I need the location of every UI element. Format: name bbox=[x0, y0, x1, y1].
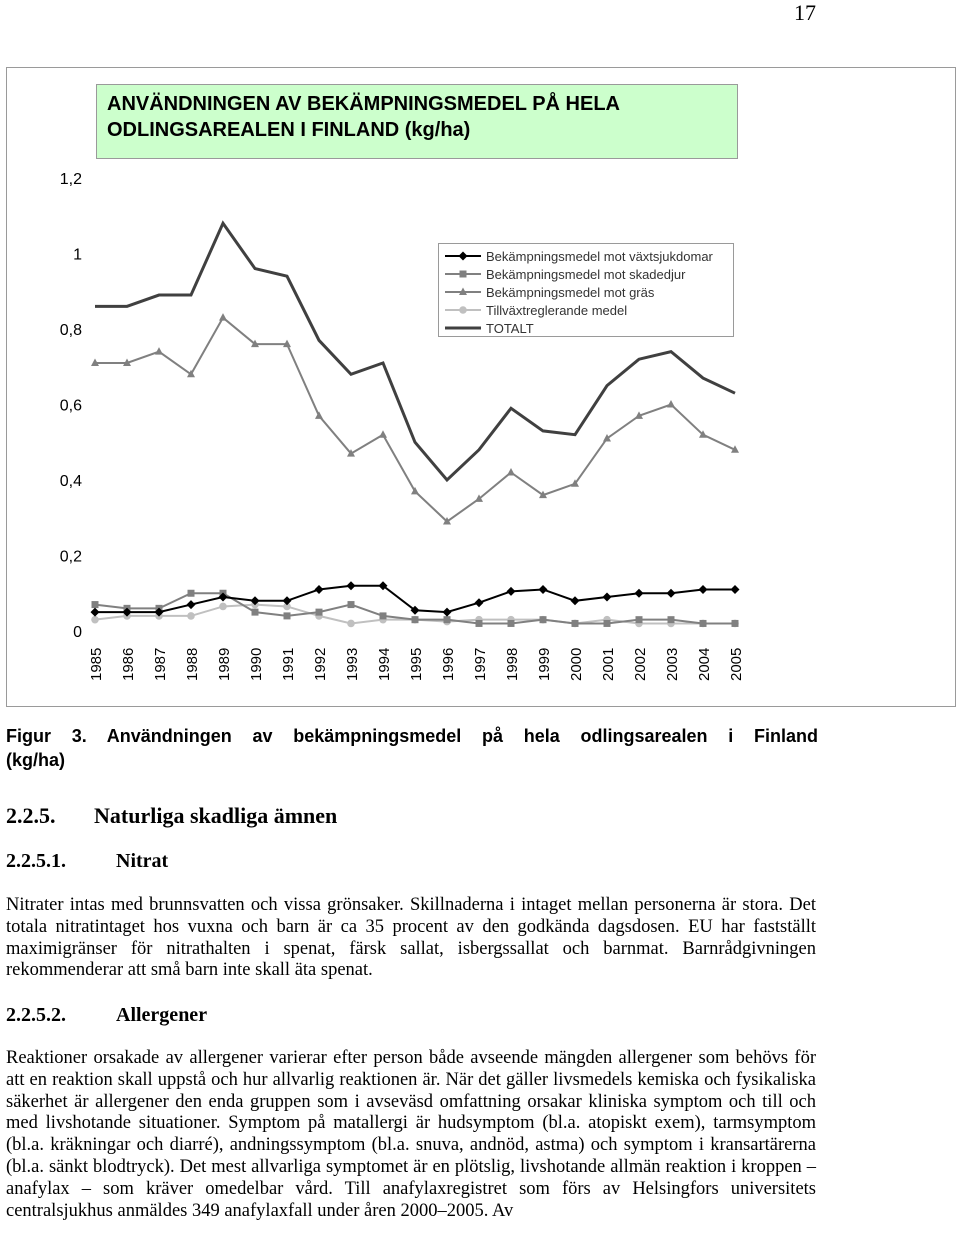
data-point-square bbox=[316, 609, 323, 616]
y-tick-label: 0,6 bbox=[59, 397, 82, 415]
x-tick-label: 1985 bbox=[88, 647, 105, 681]
legend-symbol bbox=[445, 268, 481, 280]
x-tick-label: 1992 bbox=[312, 647, 329, 681]
figure-caption: Figur 3. Användningen av bekämpningsmedel på hela odlingsarealen i Finland bbox=[6, 726, 818, 746]
data-point-diamond bbox=[283, 596, 292, 605]
data-point-triangle bbox=[603, 434, 611, 442]
y-tick-label: 0,2 bbox=[59, 548, 82, 566]
x-tick-label: 2004 bbox=[696, 647, 713, 681]
legend-symbol bbox=[445, 322, 481, 334]
x-tick-label: 1993 bbox=[344, 647, 361, 681]
data-point-triangle bbox=[667, 400, 675, 408]
data-point-square bbox=[508, 620, 515, 627]
data-point-square bbox=[252, 609, 259, 616]
data-point-diamond bbox=[347, 581, 356, 590]
legend-item bbox=[445, 301, 627, 319]
legend-symbol bbox=[445, 250, 481, 262]
legend-label: Bekämpningsmedel mot gräs bbox=[486, 284, 655, 300]
x-tick-label: 1994 bbox=[376, 647, 393, 681]
data-point-diamond bbox=[315, 585, 324, 594]
data-point-square bbox=[700, 620, 707, 627]
data-point-diamond bbox=[475, 598, 484, 607]
paragraph-allergener: Reaktioner orsakade av allergener varierar efter person både avseende mängden allergener som behövs för att en reaktion skall uppstå och hur allvarlig reaktionen är. När det gäller livsmedels kemiska och fysikaliska säkerhet är allergener den enda gruppen som i avseväsd omfattning orsakar kliniska symptom och till och med livshotande situationer. Symptom på matallergi är hudsymptom (bl.a. atopiskt exem), tarmsymptom (bl.a. kräkningar och diarré), andningssymptom (bl.a. snuva, andnöd, astma) och symptom i kransartärerna (bl.a. sänkt blodtryck). Det mest allvarliga symptomet är en plötslig, livshotande allmän reaktion i kroppen – anafylax – som kräver omedelbar vård. Till anafylaxregistret som förs av Helsingfors universitets centralsjukhus anmäldes 349 anafylaxfall under åren 2000–2005. Av bbox=[6, 1048, 816, 1221]
data-point-diamond bbox=[699, 585, 708, 594]
x-tick-label: 1995 bbox=[408, 647, 425, 681]
section-title: Nitrat bbox=[116, 850, 169, 872]
data-point-square bbox=[572, 620, 579, 627]
data-point-square bbox=[604, 620, 611, 627]
data-point-square bbox=[476, 620, 483, 627]
data-point-square bbox=[732, 620, 739, 627]
legend-marker bbox=[459, 252, 468, 261]
data-point-triangle bbox=[219, 313, 227, 321]
x-tick-label: 2002 bbox=[632, 647, 649, 681]
x-tick-label: 1988 bbox=[184, 647, 201, 681]
data-point-square bbox=[284, 612, 291, 619]
data-point-square bbox=[92, 601, 99, 608]
figure-caption-unit: (kg/ha) bbox=[6, 750, 66, 770]
x-tick-label: 1996 bbox=[440, 647, 457, 681]
data-point-square bbox=[380, 612, 387, 619]
legend-symbol bbox=[445, 286, 481, 298]
data-point-diamond bbox=[731, 585, 740, 594]
legend-item bbox=[445, 319, 534, 337]
data-point-circle bbox=[187, 612, 195, 620]
data-point-circle bbox=[347, 620, 355, 628]
x-tick-label: 2003 bbox=[664, 647, 681, 681]
data-point-circle bbox=[91, 616, 99, 624]
data-point-square bbox=[348, 601, 355, 608]
section-heading-allergener bbox=[6, 1004, 207, 1027]
legend-marker bbox=[460, 271, 467, 278]
data-point-diamond bbox=[443, 608, 452, 617]
y-tick-label: 1,2 bbox=[59, 171, 82, 188]
x-tick-label: 1990 bbox=[248, 647, 265, 681]
page-number: 17 bbox=[794, 0, 816, 25]
paragraph-nitrat: Nitrater intas med brunnsvatten och vissa grönsaker. Skillnaderna i intaget mellan personerna är stora. Det totala nitratintaget hos vuxna och barn är ca 35 procent av den godkända dagsdosen. EU har fastställt maximigränser för nitrathalten i spenat, färsk sallat, isbergssallat och barnmat. Barnrådgivningen rekommenderar att små barn inte skall äta spenat. bbox=[6, 895, 816, 981]
data-point-square bbox=[668, 616, 675, 623]
section-title: Allergener bbox=[116, 1004, 208, 1026]
section-number: 2.2.5.1. bbox=[6, 850, 66, 872]
data-point-circle bbox=[219, 603, 227, 611]
line-chart bbox=[6, 67, 956, 707]
data-point-triangle bbox=[379, 430, 387, 438]
x-tick-label: 1997 bbox=[472, 647, 489, 681]
data-point-square bbox=[444, 616, 451, 623]
section-number: 2.2.5.2. bbox=[6, 1004, 66, 1026]
legend-item bbox=[445, 283, 654, 301]
legend-item bbox=[445, 265, 685, 283]
x-tick-label: 1987 bbox=[152, 647, 169, 681]
data-point-diamond bbox=[539, 585, 548, 594]
data-point-diamond bbox=[603, 593, 612, 602]
data-point-diamond bbox=[507, 587, 516, 596]
data-point-square bbox=[412, 616, 419, 623]
x-tick-label: 1999 bbox=[536, 647, 553, 681]
data-point-square bbox=[636, 616, 643, 623]
legend-marker bbox=[459, 306, 467, 314]
section-title: Naturliga skadliga ämnen bbox=[94, 803, 338, 828]
x-tick-label: 1989 bbox=[216, 647, 233, 681]
x-tick-label: 1991 bbox=[280, 647, 297, 681]
data-point-diamond bbox=[187, 600, 196, 609]
section-heading-naturliga bbox=[6, 803, 337, 829]
data-point-diamond bbox=[635, 589, 644, 598]
data-point-triangle bbox=[507, 468, 515, 476]
data-point-square bbox=[188, 590, 195, 597]
data-point-square bbox=[540, 616, 547, 623]
data-point-triangle bbox=[155, 347, 163, 355]
legend-item bbox=[445, 247, 713, 265]
x-tick-label: 1986 bbox=[120, 647, 137, 681]
section-heading-nitrat bbox=[6, 850, 168, 873]
x-tick-label: 2000 bbox=[568, 647, 585, 681]
x-tick-label: 2001 bbox=[600, 647, 617, 681]
data-point-diamond bbox=[91, 608, 100, 617]
legend-label: Bekämpningsmedel mot skadedjur bbox=[486, 266, 686, 282]
section-number: 2.2.5. bbox=[6, 803, 56, 828]
chart-legend bbox=[438, 243, 734, 337]
data-point-diamond bbox=[667, 589, 676, 598]
chart-title: ANVÄNDNINGEN AV BEKÄMPNINGSMEDEL PÅ HELA ODLINGSAREALEN I FINLAND (kg/ha) bbox=[96, 84, 738, 159]
x-tick-label: 1998 bbox=[504, 647, 521, 681]
x-tick-label: 2005 bbox=[728, 647, 745, 681]
data-point-triangle bbox=[315, 411, 323, 419]
data-point-diamond bbox=[571, 596, 580, 605]
legend-label: Bekämpningsmedel mot växtsjukdomar bbox=[486, 248, 713, 264]
y-tick-label: 1 bbox=[73, 246, 82, 264]
y-tick-label: 0,8 bbox=[59, 322, 82, 339]
y-tick-label: 0 bbox=[73, 624, 82, 641]
legend-symbol bbox=[445, 304, 481, 316]
legend-label: TOTALT bbox=[486, 320, 534, 336]
legend-label: Tillväxtreglerande medel bbox=[486, 302, 628, 318]
y-tick-label: 0,4 bbox=[59, 473, 82, 490]
